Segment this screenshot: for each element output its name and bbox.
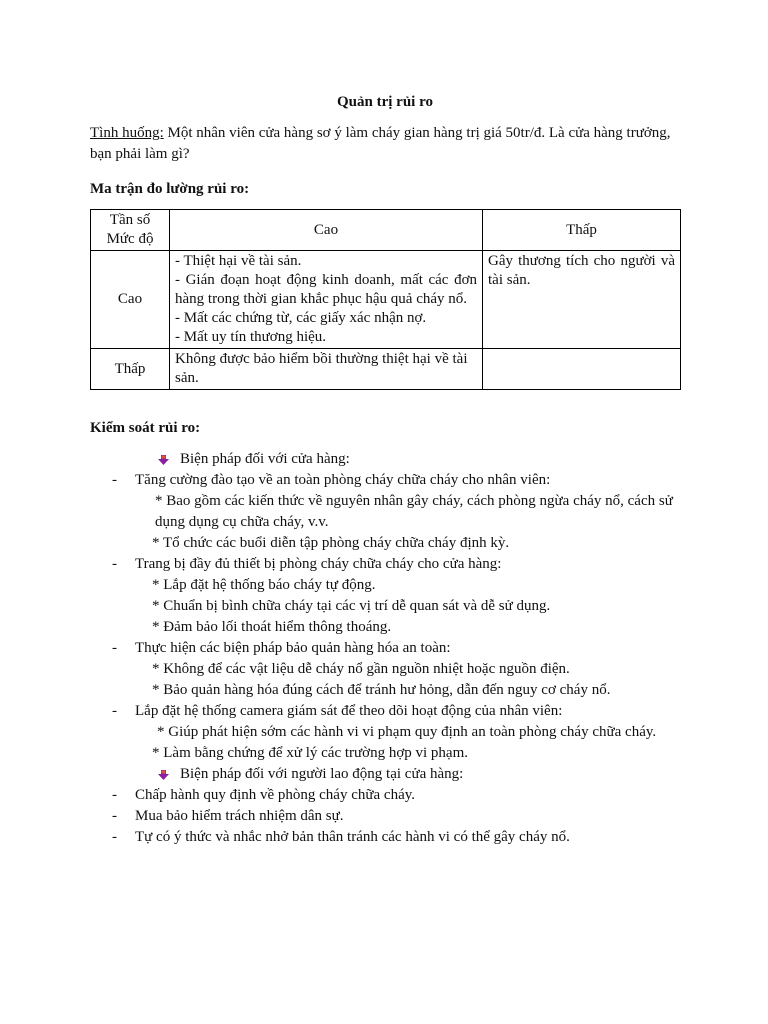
list-item-text: Thực hiện các biện pháp bảo quản hàng hóa an toàn: xyxy=(135,640,451,656)
cell-line: - Mất các chứng từ, các giấy xác nhận nợ. xyxy=(175,310,427,326)
row-header-low: Thấp xyxy=(91,349,170,390)
situation-label: Tình huống: xyxy=(90,125,164,141)
list-item-text: Mua bảo hiểm trách nhiệm dân sự. xyxy=(135,808,344,824)
list-item xyxy=(90,827,680,848)
sub-item-text: * Bao gồm các kiến thức về nguyên nhân gây cháy, cách phòng ngừa cháy nổ, cách sử dụng dụng cụ chữa cháy, v.v. xyxy=(155,493,673,530)
matrix-heading: Ma trận đo lường rủi ro: xyxy=(90,181,250,197)
sub-item: * Lắp đặt hệ thống báo cháy tự động. xyxy=(152,577,376,593)
situation-text: Một nhân viên cửa hàng sơ ý làm cháy gian hàng trị giá 50tr/đ. Là cửa hàng trưởng, bạn phải làm gì? xyxy=(90,125,671,162)
sub-item: * Chuẩn bị bình chữa cháy tại các vị trí dễ quan sát và dễ sử dụng. xyxy=(152,598,551,614)
list-item xyxy=(90,785,680,806)
cell-low-low xyxy=(483,349,681,390)
worker-measure-heading xyxy=(90,764,680,785)
store-measure-label: Biện pháp đối với cửa hàng: xyxy=(180,451,350,467)
sub-item: * Đảm bảo lối thoát hiểm thông thoáng. xyxy=(152,619,392,635)
table-row xyxy=(91,349,681,390)
cell-line: - Mất uy tín thương hiệu. xyxy=(175,329,327,345)
sub-item xyxy=(90,491,680,533)
column-header-low: Thấp xyxy=(483,210,681,251)
corner-top-label: Tần số xyxy=(109,212,151,228)
dash-bullet: - xyxy=(112,472,117,488)
sub-item-text: * Giúp phát hiện sớm các hành vi vi phạm quy định an toàn phòng cháy chữa cháy. xyxy=(157,724,657,740)
cell-low-high: Không được bảo hiểm bồi thường thiệt hại về tài sản. xyxy=(170,349,483,390)
bullet-arrow-icon xyxy=(158,770,169,780)
column-header-high: Cao xyxy=(170,210,483,251)
table-row xyxy=(91,210,681,251)
document-title: Quản trị rủi ro xyxy=(337,94,433,110)
cell-high-high xyxy=(170,251,483,349)
list-item-text: Lắp đặt hệ thống camera giám sát để theo dõi hoạt động của nhân viên: xyxy=(135,703,563,719)
dash-bullet: - xyxy=(112,808,117,824)
control-heading: Kiểm soát rủi ro: xyxy=(90,420,201,436)
cell-high-low: Gây thương tích cho người và tài sản. xyxy=(483,251,681,349)
row-header-high: Cao xyxy=(91,251,170,349)
dash-bullet: - xyxy=(112,829,117,845)
list-item xyxy=(90,638,680,659)
store-measure-heading xyxy=(90,449,680,470)
corner-bottom-label: Mức độ xyxy=(106,231,154,247)
list-item-text: Tự có ý thức và nhắc nhở bản thân tránh các hành vi có thể gây cháy nổ. xyxy=(135,829,570,845)
risk-matrix-table xyxy=(90,209,681,390)
sub-item: * Làm bằng chứng để xử lý các trường hợp vi phạm. xyxy=(152,745,469,761)
list-item xyxy=(90,470,680,491)
sub-item: * Không để các vật liệu dễ cháy nổ gần nguồn nhiệt hoặc nguồn điện. xyxy=(152,661,570,677)
corner-header-cell xyxy=(91,210,170,251)
situation-paragraph xyxy=(90,123,680,165)
dash-bullet: - xyxy=(112,640,117,656)
sub-item: * Bảo quản hàng hóa đúng cách để tránh hư hỏng, dẫn đến nguy cơ cháy nổ. xyxy=(152,682,611,698)
worker-measure-label: Biện pháp đối với người lao động tại cửa hàng: xyxy=(180,766,464,782)
sub-item: * Tổ chức các buổi diễn tập phòng cháy chữa cháy định kỳ. xyxy=(152,535,510,551)
list-item-text: Trang bị đầy đủ thiết bị phòng cháy chữa cháy cho cửa hàng: xyxy=(135,556,502,572)
list-item xyxy=(90,554,680,575)
table-row xyxy=(91,251,681,349)
list-item-text: Chấp hành quy định về phòng cháy chữa cháy. xyxy=(135,787,415,803)
cell-line: - Gián đoạn hoạt động kinh doanh, mất các đơn hàng trong thời gian khắc phục hậu quả cháy nổ. xyxy=(175,272,477,307)
dash-bullet: - xyxy=(112,703,117,719)
dash-bullet: - xyxy=(112,787,117,803)
cell-line: - Thiệt hại về tài sản. xyxy=(175,253,302,269)
list-item-text: Tăng cường đào tạo về an toàn phòng cháy chữa cháy cho nhân viên: xyxy=(135,472,551,488)
list-item xyxy=(90,701,680,722)
sub-item xyxy=(90,722,680,743)
document-page xyxy=(90,92,680,848)
list-item xyxy=(90,806,680,827)
bullet-arrow-icon xyxy=(158,455,169,465)
dash-bullet: - xyxy=(112,556,117,572)
